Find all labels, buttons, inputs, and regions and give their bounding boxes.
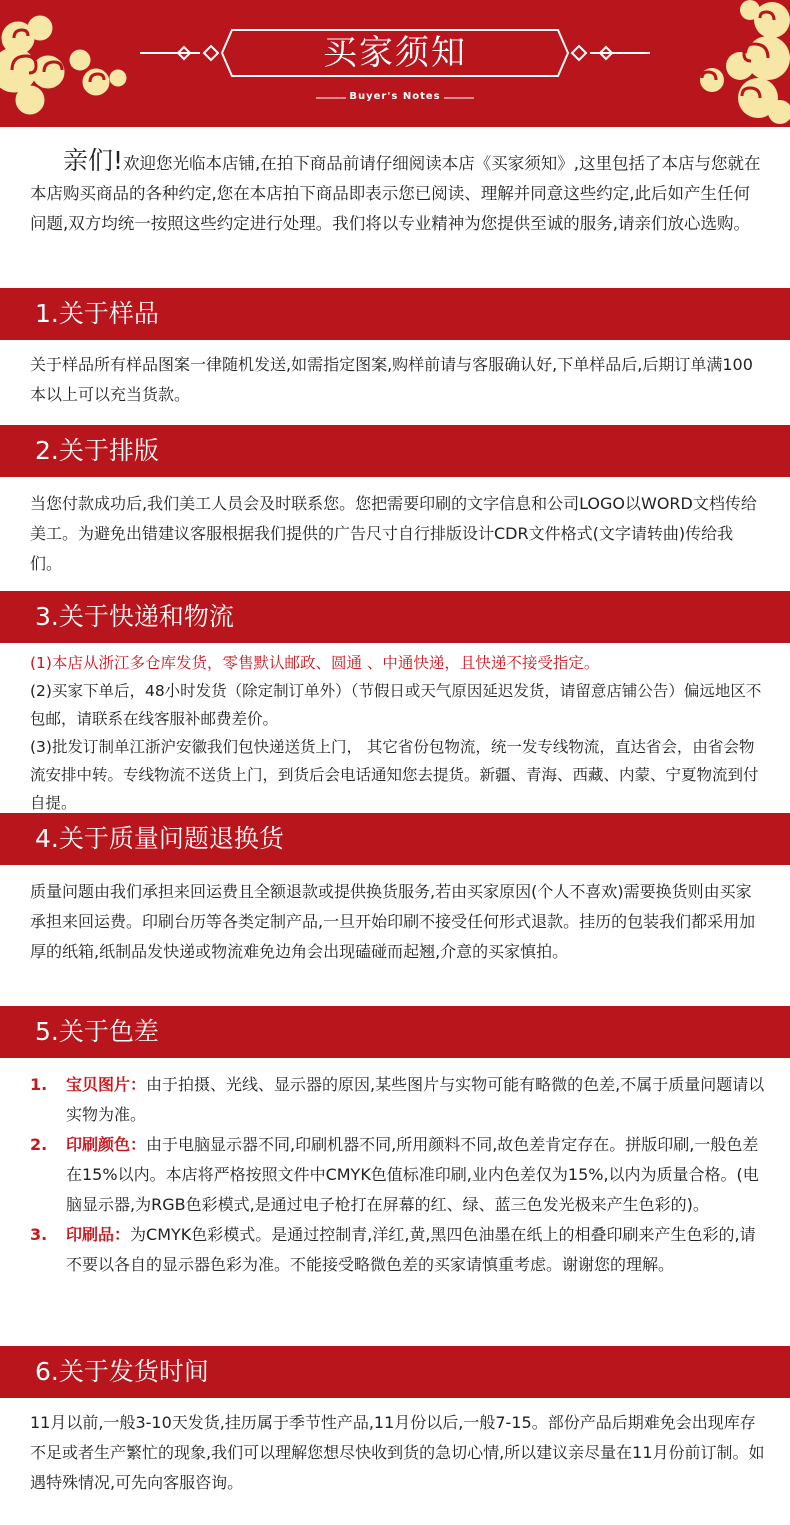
section-body-shipping <box>30 649 765 817</box>
intro-text: 欢迎您光临本店铺,在拍下商品前请仔细阅读本店《买家须知》,这里包括了本店与您就在本店购买商品的各种约定,您在本店拍下商品即表示您已阅读、理解并同意这些约定,此后如产生任何问题,双方均统一按照这些约定进行处理。我们将以专业精神为您提供至诚的服务,请亲们放心选购。 <box>30 154 761 233</box>
section-body-delivery-time: 11月以前,一般3-10天发货,挂历属于季节性产品,11月份以后,一般7-15。部份产品后期难免会出现库存不足或者生产繁忙的现象,我们可以理解您想尽快收到货的急切心情,所以建议亲尽量在11月份前订制。如遇特殊情况,可先向客服咨询。 <box>30 1413 765 1492</box>
list-label: 印刷品： <box>66 1225 131 1244</box>
section-title: 5.关于色差 <box>35 1017 159 1046</box>
list-text: 由于电脑显示器不同,印刷机器不同,所用颜料不同,故色差肯定存在。拼版印刷,一般色差在15%以内。本店将严格按照文件中CMYK色值标准印刷,业内色差仅为15%,以内为质量合格。(电脑显示器,为RGB色彩模式,是通过电子枪打在屏幕的红、绿、蓝三色发光极来产生色彩的)。 <box>66 1135 759 1214</box>
list-item <box>30 1070 765 1130</box>
section-header-shipping <box>0 591 790 643</box>
right-cloud-ornament <box>700 0 790 124</box>
list-item <box>30 1130 765 1220</box>
list-text: 为CMYK色彩模式。是通过控制青,洋红,黄,黑四色油墨在纸上的相叠印刷来产生色彩的,请不要以各自的显示器色彩为准。不能接受略微色差的买家请慎重考虑。谢谢您的理解。 <box>66 1225 756 1274</box>
section-body-samples: 关于样品所有样品图案一律随机发送,如需指定图案,购样前请与客服确认好,下单样品后,后期订单满100本以上可以充当货款。 <box>30 355 753 404</box>
section-title: 1.关于样品 <box>35 299 159 328</box>
section-title: 6.关于发货时间 <box>35 1357 209 1386</box>
page-subtitle: Buyer's Notes <box>349 91 441 102</box>
intro-paragraph <box>30 146 765 239</box>
section-header-returns <box>0 813 790 865</box>
list-item <box>30 1220 765 1280</box>
section-header-samples <box>0 288 790 340</box>
section-body-layout: 当您付款成功后,我们美工人员会及时联系您。您把需要印刷的文字信息和公司LOGO以WORD文档传给美工。为避免出错建议客服根据我们提供的广告尺寸自行排版设计CDR文件格式(文字请转曲)传给我们。 <box>30 494 757 573</box>
section-header-color-difference <box>0 1006 790 1058</box>
shipping-line-2: (2)买家下单后，48小时发货（除定制订单外）（节假日或天气原因延迟发货，请留意店铺公告）偏远地区不包邮，请联系在线客服补邮费差价。 <box>30 682 762 728</box>
intro-greeting: 亲们! <box>63 146 124 175</box>
section-title: 2.关于排版 <box>35 436 159 465</box>
list-number: 3. <box>30 1225 48 1244</box>
list-label: 宝贝图片： <box>66 1075 147 1094</box>
list-text: 由于拍摄、光线、显示器的原因,某些图片与实物可能有略微的色差,不属于质量问题请以实物为准。 <box>66 1075 765 1124</box>
shipping-line-1: (1)本店从浙江多仓库发货，零售默认邮政、圆通 、中通快递，且快递不接受指定。 <box>30 654 600 672</box>
section-title: 4.关于质量问题退换货 <box>35 824 284 853</box>
section-header-delivery-time <box>0 1346 790 1398</box>
list-number: 1. <box>30 1075 48 1094</box>
section-body-returns: 质量问题由我们承担来回运费且全额退款或提供换货服务,若由买家原因(个人不喜欢)需要换货则由买家承担来回运费。印刷台历等各类定制产品,一旦开始印刷不接受任何形式退款。挂历的包装我们都采用加厚的纸箱,纸制品发快递或物流难免边角会出现磕碰而起翘,介意的买家慎拍。 <box>30 882 756 961</box>
header-banner <box>0 0 790 127</box>
shipping-line-3: (3)批发订制单江浙沪安徽我们包快递送货上门， 其它省份包物流，统一发专线物流，直达省会，由省会物流安排中转。专线物流不送货上门，到货后会电话通知您去提货。新疆、青海、西藏、内蒙、宁夏物流到付自提。 <box>30 738 759 812</box>
section-header-layout <box>0 425 790 477</box>
color-difference-list <box>30 1070 765 1280</box>
list-number: 2. <box>30 1135 48 1154</box>
list-label: 印刷颜色： <box>66 1135 147 1154</box>
page-title: 买家须知 <box>323 33 467 73</box>
section-title: 3.关于快递和物流 <box>35 602 234 631</box>
